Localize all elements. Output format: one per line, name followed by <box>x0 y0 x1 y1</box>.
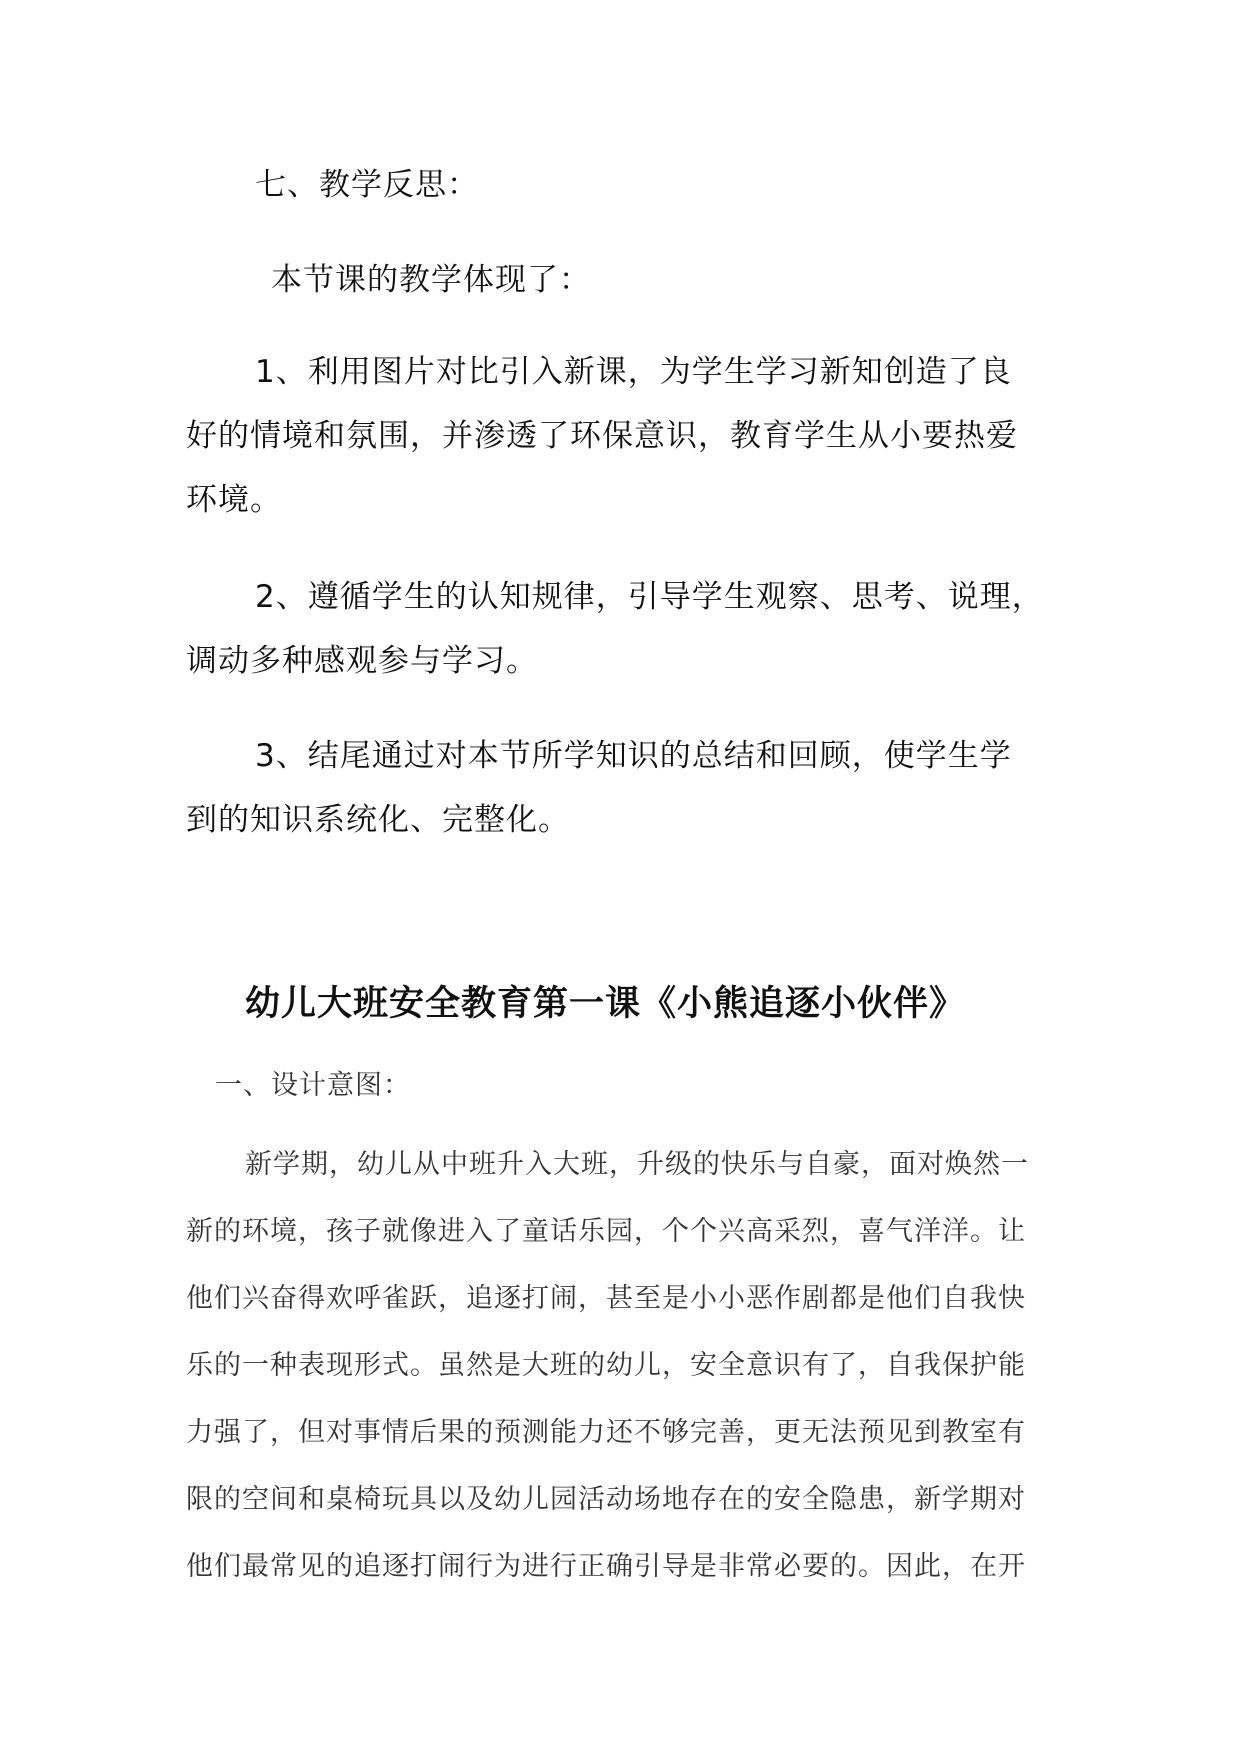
list-item-2-line-2: 调动多种感观参与学习。 <box>186 643 538 679</box>
list-item-3-line-2: 到的知识系统化、完整化。 <box>186 802 570 838</box>
part-heading: 一、设计意图： <box>215 1070 411 1101</box>
section-intro: 本节课的教学体现了： <box>271 262 591 298</box>
paragraph-line-6: 限的空间和桌椅玩具以及幼儿园活动场地存在的安全隐患，新学期对 <box>186 1484 1026 1515</box>
paragraph-line-7: 他们最常见的追逐打闹行为进行正确引导是非常必要的。因此，在开 <box>186 1551 1026 1582</box>
paragraph-line-4: 乐的一种表现形式。虽然是大班的幼儿，安全意识有了，自我保护能 <box>186 1350 1026 1381</box>
paragraph-line-5: 力强了，但对事情后果的预测能力还不够完善，更无法预见到教室有 <box>186 1417 1026 1448</box>
list-item-2-line-1: 2、遵循学生的认知规律，引导学生观察、思考、说理， <box>255 579 1044 615</box>
lesson-title: 幼儿大班安全教育第一课《小熊追逐小伙伴》 <box>245 984 966 1024</box>
paragraph-line-3: 他们兴奋得欢呼雀跃，追逐打闹，甚至是小小恶作剧都是他们自我快 <box>186 1283 1026 1314</box>
section-heading: 七、教学反思： <box>255 167 479 203</box>
list-item-1-line-1: 1、利用图片对比引入新课，为学生学习新知创造了良 <box>255 354 1012 390</box>
list-item-1-line-3: 环境。 <box>186 482 282 518</box>
list-item-1-line-2: 好的情境和氛围，并渗透了环保意识，教育学生从小要热爱 <box>186 418 1018 454</box>
paragraph-line-2: 新的环境，孩子就像进入了童话乐园，个个兴高采烈，喜气洋洋。让 <box>186 1216 1026 1247</box>
list-item-3-line-1: 3、结尾通过对本节所学知识的总结和回顾，使学生学 <box>255 738 1012 774</box>
paragraph-line-1: 新学期，幼儿从中班升入大班，升级的快乐与自豪，面对焕然一 <box>245 1149 1029 1180</box>
